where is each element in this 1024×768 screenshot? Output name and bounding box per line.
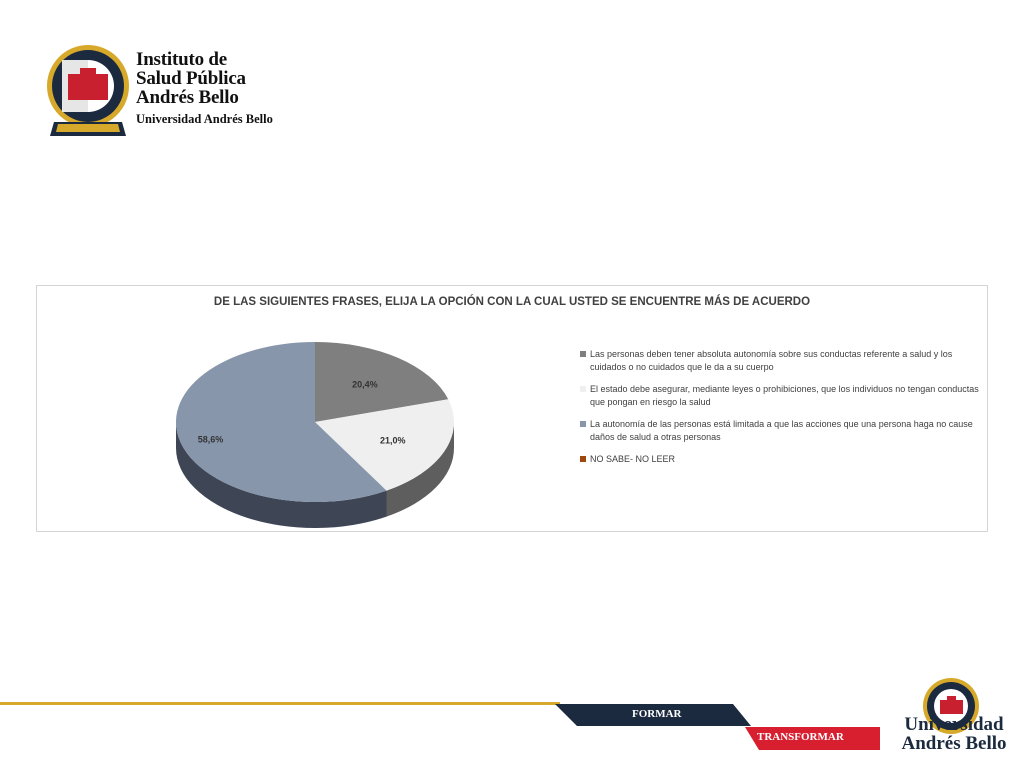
institute-logo [46,40,296,140]
footer-gold-line [0,702,560,705]
legend-item [580,348,980,374]
legend-label: Las personas deben tener absoluta autonomía sobre sus conductas referente a salud y los cuidados o no cuidados que le da a su cuerpo [590,349,953,372]
pie-data-label: 21,0% [379,435,406,446]
pie-data-label: 20,4% [352,379,378,390]
legend-item [580,453,980,466]
footer-transformar-label: TRANSFORMAR [757,731,844,743]
institute-subtitle: Universidad Andrés Bello [136,112,273,126]
legend-label: NO SABE- NO LEER [590,454,676,464]
pie-chart [37,286,557,533]
chart-panel [36,285,988,532]
institute-name-line2: Salud Pública [136,68,246,89]
university-wordmark-line1: Universidad [904,714,1004,735]
legend-label: El estado debe asegurar, mediante leyes o prohibiciones, que los individuos no tengan conductas que pongan en riesgo la salud [590,384,979,407]
legend-swatch [580,351,586,357]
university-wordmark [898,715,1010,753]
institute-name-line1: Instituto de [136,49,228,70]
legend-item [580,418,980,444]
institute-name-line3: Andrés Bello [136,87,239,108]
footer-formar-label: FORMAR [632,708,682,720]
legend-item [580,383,980,409]
legend-swatch [580,386,586,392]
pie-data-label: 58,6% [197,434,224,445]
university-wordmark-line2: Andrés Bello [901,733,1007,754]
legend-swatch [580,421,586,427]
legend-label: La autonomía de las personas está limitada a que las acciones que una persona haga no cause daños de salud a otras personas [590,419,973,442]
chart-title: DE LAS SIGUIENTES FRASES, ELIJA LA OPCIÓN CON LA CUAL USTED SE ENCUENTRE MÁS DE ACUERDO [213,296,811,308]
footer-ribbon [555,700,895,760]
chart-legend [580,348,980,475]
legend-swatch [580,456,586,462]
institute-emblem-icon [46,40,130,140]
